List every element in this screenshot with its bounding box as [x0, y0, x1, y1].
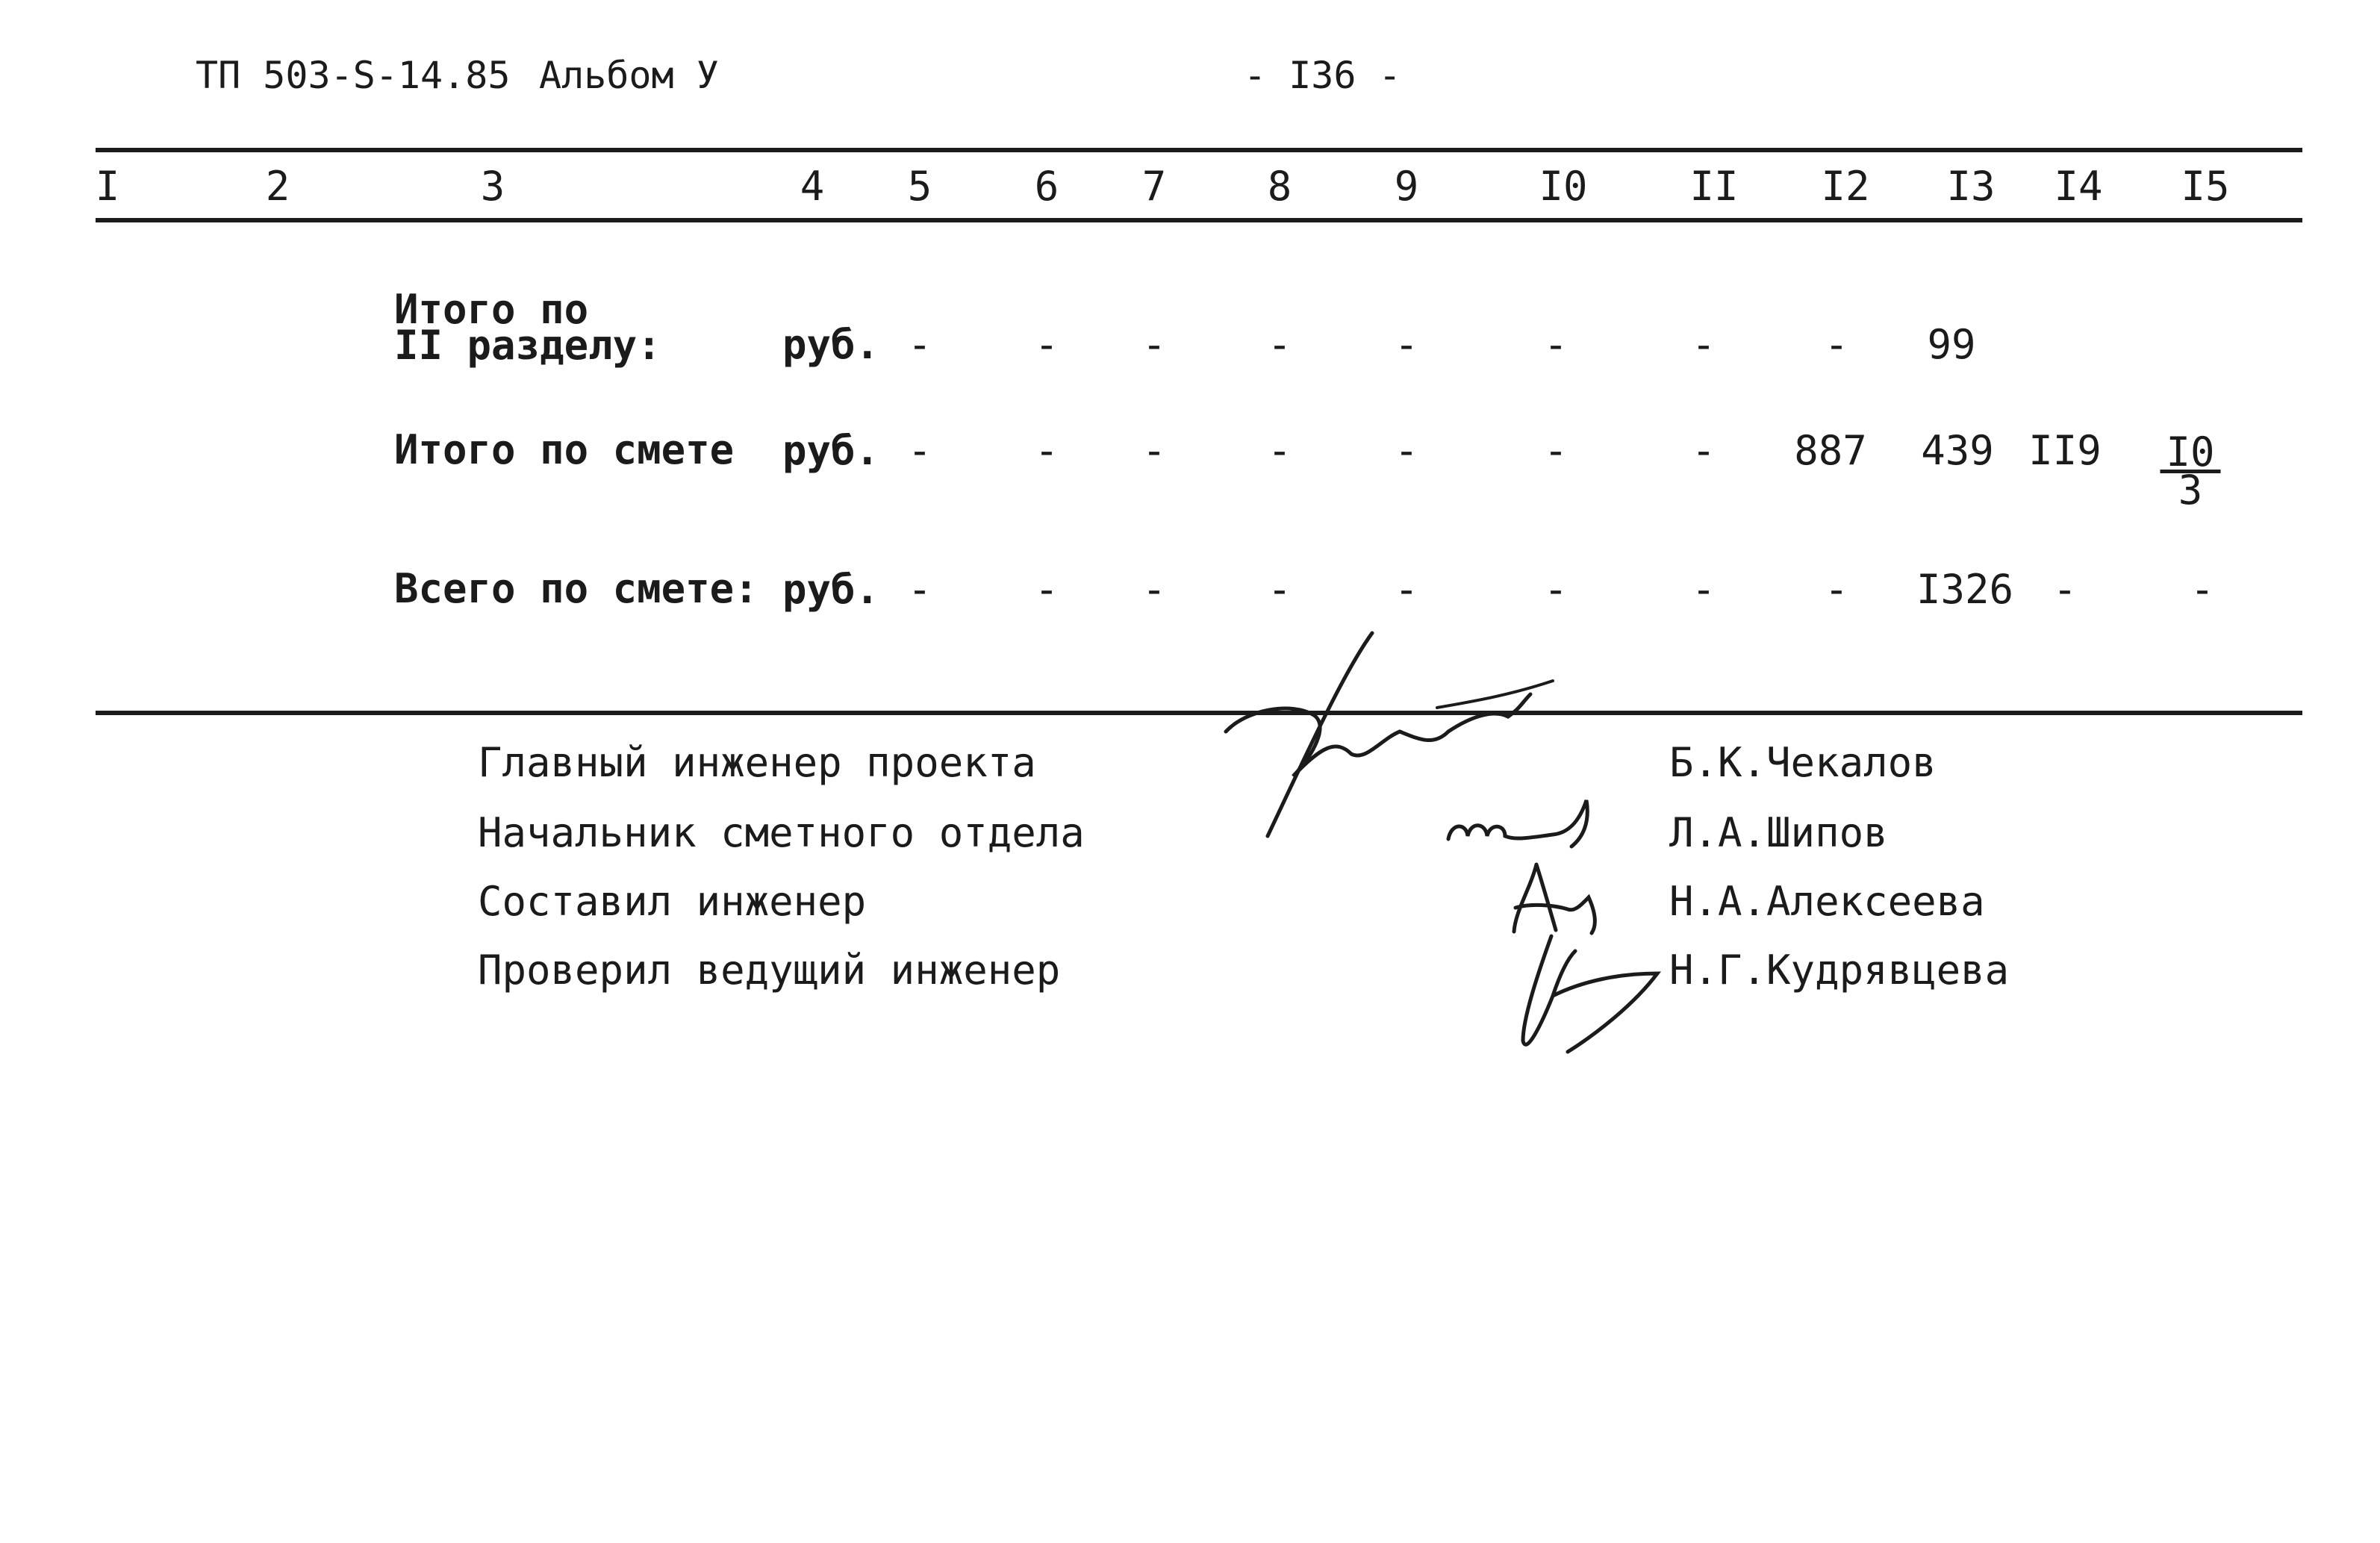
document-code: ТП 503-S-14.85: [196, 54, 511, 97]
column-header-8: 8: [1267, 163, 1292, 210]
signatory-role: Проверил ведущий инженер: [478, 947, 1061, 994]
table-cell: -: [1141, 566, 1167, 613]
column-header-12: I2: [1821, 163, 1870, 210]
fraction-cell: [2160, 428, 2220, 514]
column-header-5: 5: [907, 163, 932, 210]
table-cell: -: [1141, 427, 1167, 474]
row-label: Итого по смете: [394, 426, 735, 473]
table-cell: -: [1267, 321, 1292, 368]
table-cell: -: [1691, 427, 1716, 474]
table-cell: -: [907, 566, 932, 613]
table-cell: -: [1034, 427, 1059, 474]
table-cell: -: [907, 427, 932, 474]
table-cell: -: [1394, 321, 1419, 368]
table-top-rule: [96, 148, 2302, 152]
table-cell: -: [1543, 566, 1569, 613]
table-cell: -: [1543, 321, 1569, 368]
fraction-numerator: I0: [2160, 435, 2220, 473]
signatory-name: Н.А.Алексеева: [1669, 878, 1985, 925]
row-label: Итого по: [394, 286, 589, 333]
table-cell: -: [1824, 321, 1849, 368]
table-cell: 439: [1921, 427, 1994, 474]
table-cell: I326: [1916, 566, 2014, 613]
signatory-name: Б.К.Чекалов: [1669, 739, 1937, 786]
album-label: Альбом У: [539, 54, 719, 97]
table-bottom-rule: [96, 711, 2302, 715]
column-header-15: I5: [2181, 163, 2230, 210]
table-cell: -: [1141, 321, 1167, 368]
unit-cell: руб.: [782, 566, 880, 613]
header-bottom-rule: [96, 218, 2302, 222]
signatory-role: Начальник сметного отдела: [478, 809, 1085, 856]
column-header-4: 4: [800, 163, 825, 210]
table-cell: -: [1034, 566, 1059, 613]
table-cell: -: [2190, 566, 2215, 613]
table-cell: -: [1394, 566, 1419, 613]
table-cell: -: [907, 321, 932, 368]
column-header-3: 3: [480, 163, 505, 210]
table-cell: 887: [1794, 427, 1867, 474]
signatory-role: Составил инженер: [478, 878, 867, 925]
column-header-2: 2: [265, 163, 290, 210]
page-number: - I36 -: [1244, 54, 1401, 97]
column-header-14: I4: [2054, 163, 2103, 210]
column-header-1: I: [95, 163, 120, 210]
table-cell: -: [1034, 321, 1059, 368]
table-cell: -: [1543, 427, 1569, 474]
unit-cell: руб.: [782, 427, 880, 474]
signatory-role: Главный инженер проекта: [478, 739, 1036, 786]
unit-cell: руб.: [782, 321, 880, 368]
table-cell: -: [1394, 427, 1419, 474]
column-header-6: 6: [1034, 163, 1059, 210]
column-header-9: 9: [1394, 163, 1419, 210]
handwritten-signature: [1508, 929, 1672, 1063]
column-header-7: 7: [1141, 163, 1167, 210]
fraction-denominator: 3: [2178, 467, 2203, 514]
row-label-continued: II разделу:: [394, 322, 661, 369]
signatory-name: Н.Г.Кудрявцева: [1669, 947, 2010, 994]
table-cell: -: [1824, 566, 1849, 613]
table-cell: -: [1267, 566, 1292, 613]
column-header-11: II: [1689, 163, 1739, 210]
table-cell: II9: [2028, 427, 2102, 474]
table-cell: -: [1691, 566, 1716, 613]
table-cell: -: [1691, 321, 1716, 368]
table-cell: -: [1267, 427, 1292, 474]
table-cell: 99: [1927, 321, 1976, 368]
signatory-name: Л.А.Шипов: [1669, 809, 1888, 856]
row-label: Всего по смете:: [394, 565, 758, 612]
column-header-13: I3: [1946, 163, 1996, 210]
column-header-10: I0: [1539, 163, 1588, 210]
table-cell: -: [2052, 566, 2078, 613]
